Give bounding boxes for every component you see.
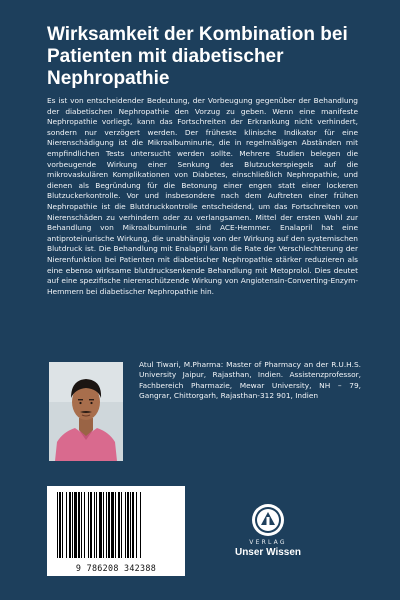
- book-title: [47, 24, 377, 90]
- publisher-name: Unser Wissen: [234, 547, 302, 558]
- isbn-number: 9 786208 342388: [75, 563, 157, 573]
- publisher-verlag-label: VERLAG: [249, 539, 287, 546]
- book-title-line: Nephropathie: [47, 68, 170, 89]
- barcode-bars: [47, 486, 185, 564]
- author-portrait-image: [49, 362, 123, 461]
- book-title-line: Wirksamkeit der Kombination bei: [47, 24, 348, 45]
- isbn-barcode: [47, 486, 185, 576]
- book-title-line: Patienten mit diabetischer: [47, 46, 284, 67]
- publisher-block: [218, 503, 318, 563]
- author-photo: [49, 362, 123, 461]
- author-bio: Atul Tiwari, M.Pharma: Master of Pharmacy an der R.U.H.S. University Jaipur, Rajasthan, Indien. Assistenzprofessor, Fachbereich Pharmazie, Mewar University, NH – 79, Gangrar, Chittorgarh, Rajasthan-312 901, Indien: [139, 360, 361, 401]
- publisher-logo-icon: [251, 503, 285, 537]
- book-blurb: Es ist von entscheidender Bedeutung, der Vorbeugung gegenüber der Behandlung der diabetischen Nephropathie den Vorzug zu geben. Wenn eine manifeste Nephropathie vorliegt, kann das Fortschreiten der Erkrankung nicht verhindert, sondern nur verzögert werden. Der früheste klinische Indikator für eine Nierenschädigung ist die Mikroalbuminurie, die in regelmäßigen Abständen mit empfindlichen Tests untersucht werden sollte. Mehrere Studien belegen die vorbeugende Wirkung einer Senkung des Blutzuckerspiegels auf die mikrovaskulären Komplikationen von Diabetes, einschließlich Nephropathie, und dienen als Begründung für die Betonung einer engen statt einer lockeren Blutzuckerkontrolle. Vor und insbesondere nach dem Auftreten einer frühen Nephropathie ist die Blutdruckkontrolle entscheidend, um das Fortschreiten von Nierenschäden zu verhindern oder zu verlangsamen. Mittel der ersten Wahl zur Behandlung von Mikroalbuminurie sind ACE-Hemmer. Enalapril hat eine antiproteinurische Wirkung, die unabhängig von der Wirkung auf den systemischen Blutdruck ist. Die Behandlung mit Enalapril kann die Rate der Verschlechterung der Nierenfunktion bei Patienten mit diabetischer Nephropathie stärker reduzieren als eine ebenso wirksame blutdrucksenkende Behandlung mit Metoprolol. Dies deutet auf eine spezifische nierenschützende Wirkung von Angiotensin-Converting-Enzym-Hemmern bei diabetischer Nephropathie hin.: [47, 96, 358, 296]
